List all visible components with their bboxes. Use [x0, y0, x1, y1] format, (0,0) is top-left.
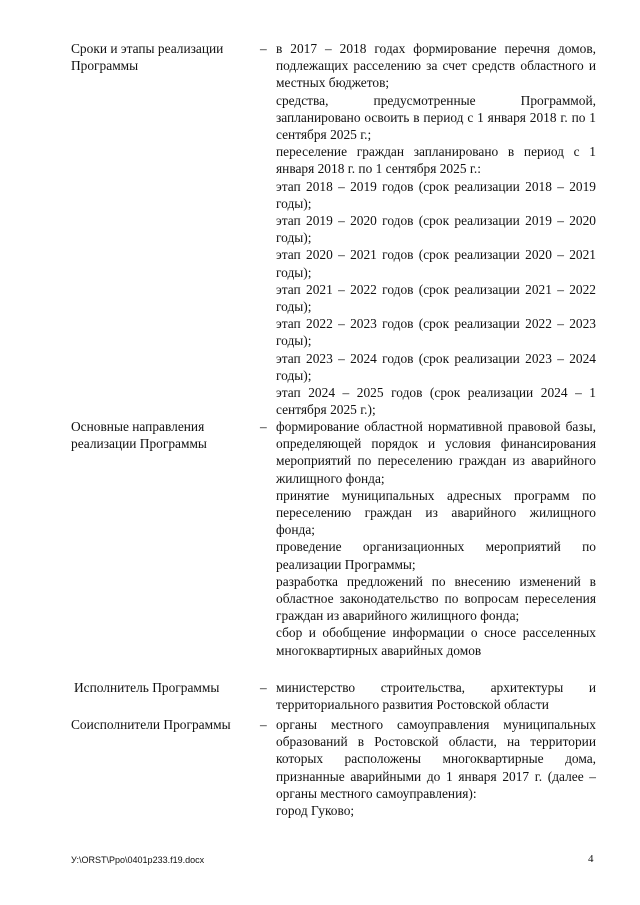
- paragraph: город Гуково;: [276, 803, 355, 819]
- section-body: [276, 418, 596, 659]
- paragraph: разработка предложений по внесению изменений в областное законодательство по вопросам переселения граждан из аварийного жилищного фонда;: [276, 573, 596, 624]
- section-label: Соисполнители Программы: [71, 717, 231, 732]
- footer-file-path: У:\ORST\Ppo\0401p233.f19.docx: [71, 855, 205, 865]
- section-label: Основные направления реализации Программы: [71, 419, 207, 452]
- paragraph: средства, предусмотренные Программой, запланировано освоить в период с 1 января 2018 г. по 1 сентября 2025 г.;: [276, 92, 596, 143]
- paragraph: переселение граждан запланировано в период с 1 января 2018 г. по 1 сентября 2025 г.:: [276, 144, 596, 177]
- section-body: [276, 40, 596, 418]
- section-label: Исполнитель Программы: [74, 680, 220, 695]
- page-number: 4: [588, 853, 594, 865]
- section-body: [276, 679, 596, 713]
- paragraph: в 2017 – 2018 годах формирование перечня домов, подлежащих расселению за счет средств областного и местных бюджетов;: [276, 41, 596, 91]
- paragraph: принятие муниципальных адресных программ по переселению граждан из аварийного жилищного фонда;: [276, 487, 596, 538]
- paragraph: проведение организационных мероприятий по реализации Программы;: [276, 539, 596, 572]
- section-dash: –: [260, 419, 267, 434]
- paragraph: этап 2023 – 2024 годов (срок реализации 2023 – 2024 годы);: [276, 350, 596, 383]
- paragraph: сбор и обобщение информации о сносе расселенных многоквартирных аварийных домов: [276, 625, 596, 658]
- paragraph: этап 2021 – 2022 годов (срок реализации 2021 – 2022 годы);: [276, 281, 596, 315]
- paragraph: этап 2020 – 2021 годов (срок реализации 2020 – 2021 годы);: [276, 247, 596, 280]
- paragraph: формирование областной нормативной правовой базы, определяющей порядок и условия финансирования мероприятий по переселению граждан из аварийного жилищного фонда;: [276, 419, 596, 486]
- paragraph: этап 2019 – 2020 годов (срок реализации 2019 – 2020 годы);: [276, 213, 596, 246]
- paragraph: этап 2022 – 2023 годов (срок реализации 2022 – 2023 годы);: [276, 316, 596, 349]
- section-dash: –: [260, 41, 267, 56]
- section-body: [276, 716, 596, 819]
- paragraph: министерство строительства, архитектуры и территориального развития Ростовской области: [276, 680, 596, 713]
- section-dash: –: [260, 680, 267, 695]
- paragraph: этап 2024 – 2025 годов (срок реализации 2024 – 1 сентября 2025 г.);: [276, 385, 596, 418]
- section-dash: –: [260, 717, 267, 732]
- paragraph: этап 2018 – 2019 годов (срок реализации 2018 – 2019 годы);: [276, 178, 596, 211]
- section-label: Сроки и этапы реализации Программы: [71, 41, 224, 74]
- paragraph: органы местного самоуправления муниципальных образований в Ростовской области, на территории которых расположены многоквартирные дома, признанные аварийными до 1 января 2017 г. (далее – органы местного самоуправления):: [276, 717, 596, 801]
